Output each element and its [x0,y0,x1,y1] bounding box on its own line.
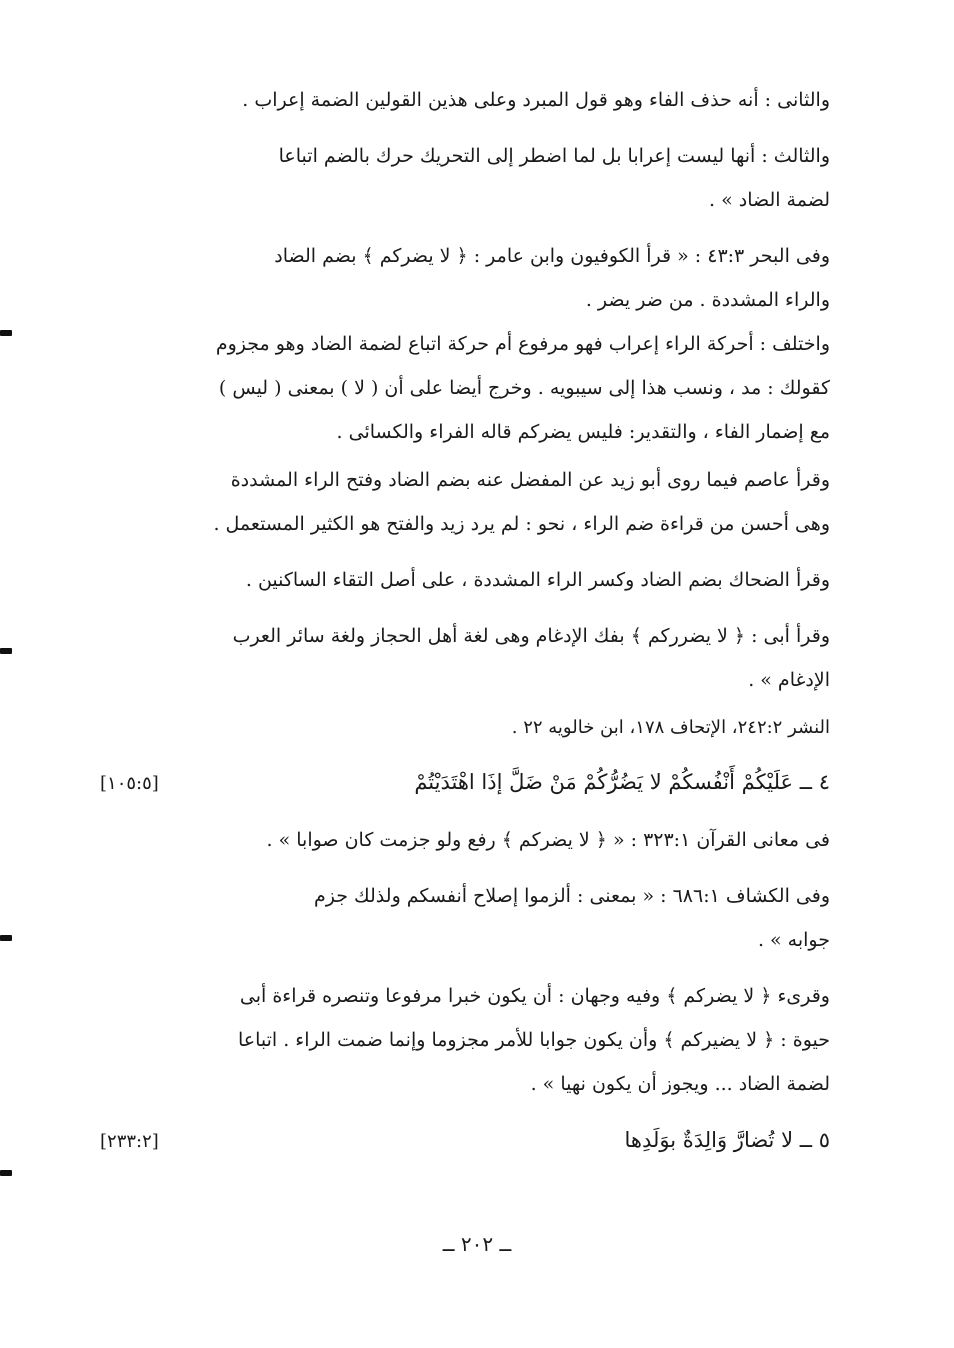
paragraph-maani-citation [100,818,830,862]
margin-mark [0,330,12,336]
text-line: النشر ٢٤٢:٢، الإتحاف ١٧٨، ابن خالويه ٢٢ . [511,717,830,738]
ayah-reference: [٢٣٣:٢] [100,1131,159,1152]
ayah-reference: [١٠٥:٥] [100,773,159,794]
paragraph-second-opinion [100,78,830,122]
text-line: وفى البحر ٤٣:٣ : « قرأ الكوفيون وابن عامر : ﴿ لا يضركم ﴾ بضم الضاد [274,245,830,267]
text-line: الإدغام » . [748,669,830,691]
ayah-heading-5 [100,1118,830,1164]
text-line: وهى أحسن من قراءة ضم الراء ، نحو : لم يرد زيد والفتح هو الكثير المستعمل . [213,513,830,535]
text-line: لضمة الضاد » . [708,189,830,211]
text-line: كقولك : مد ، ونسب هذا إلى سيبويه . وخرج أيضا على أن ( لا ) بمعنى ( ليس ) [218,377,830,399]
page-number: ــ ٢٠٢ ــ [442,1232,512,1256]
paragraph-kashshaf-citation [100,874,830,962]
margin-mark [0,648,12,654]
sources-reference [100,706,830,750]
text-line: والثانى : أنه حذف الفاء وهو قول المبرد وعلى هذين القولين الضمة إعراب . [242,89,830,111]
margin-mark [0,935,12,941]
text-line: لضمة الضاد ... ويجوز أن يكون نهيا » . [530,1073,830,1095]
text-line: وفى الكشاف ٦٨٦:١ : « بمعنى : ألزموا إصلاح أنفسكم ولذلك جزم [313,885,830,907]
text-line: والراء المشددة . من ضر يضر . [585,289,830,311]
ayah-text: ٥ ــ لا تُضارَّ وَالِدَةٌ بوَلَدِها [624,1128,830,1152]
text-line: وقرأ أبى : ﴿ لا يضرركم ﴾ بفك الإدغام وهى لغة أهل الحجاز ولغة سائر العرب [232,625,830,647]
text-line: جوابه » . [757,929,830,951]
text-line: حيوة : ﴿ لا يضيركم ﴾ وأن يكون جوابا للأمر مجزوما وإنما ضمت الراء . اتباعا [237,1029,830,1051]
text-line: واختلف : أحركة الراء إعراب فهو مرفوع أم حركة اتباع لضمة الضاد وهو مجزوم [215,333,830,355]
text-line: وقرىء ﴿ لا يضركم ﴾ وفيه وجهان : أن يكون خبرا مرفوعا وتنصره قراءة أبى [239,985,830,1007]
text-line: مع إضمار الفاء ، والتقدير: فليس يضركم قاله الفراء والكسائى . [336,421,830,443]
ayah-text: ٤ ــ عَلَيْكُمْ أَنْفُسكُمْ لا يَضُرُّكُمْ مَنْ ضَلَّ إذَا اهْتَدَيْتُمْ [414,770,830,794]
text-line: وقرأ عاصم فيما روى أبو زيد عن المفضل عنه بضم الضاد وفتح الراء المشددة [230,469,830,491]
paragraph-asim-reading [100,458,830,546]
page-body [100,78,830,1176]
text-line: وقرأ الضحاك بضم الضاد وكسر الراء المشددة ، على أصل التقاء الساكنين . [245,569,830,591]
text-line: والثالث : أنها ليست إعرابا بل لما اضطر إلى التحريك حرك بالضم اتباعا [278,145,830,167]
margin-mark [0,1170,12,1176]
paragraph-dahhak-reading [100,558,830,602]
paragraph-third-opinion [100,134,830,222]
ayah-heading-4 [100,760,830,806]
paragraph-bahr-citation [100,234,830,454]
text-line: فى معانى القرآن ٣٢٣:١ : « ﴿ لا يضركم ﴾ رفع ولو جزمت كان صوابا » . [266,829,830,851]
paragraph-ubay-reading [100,614,830,702]
paragraph-alternate-reading [100,974,830,1106]
